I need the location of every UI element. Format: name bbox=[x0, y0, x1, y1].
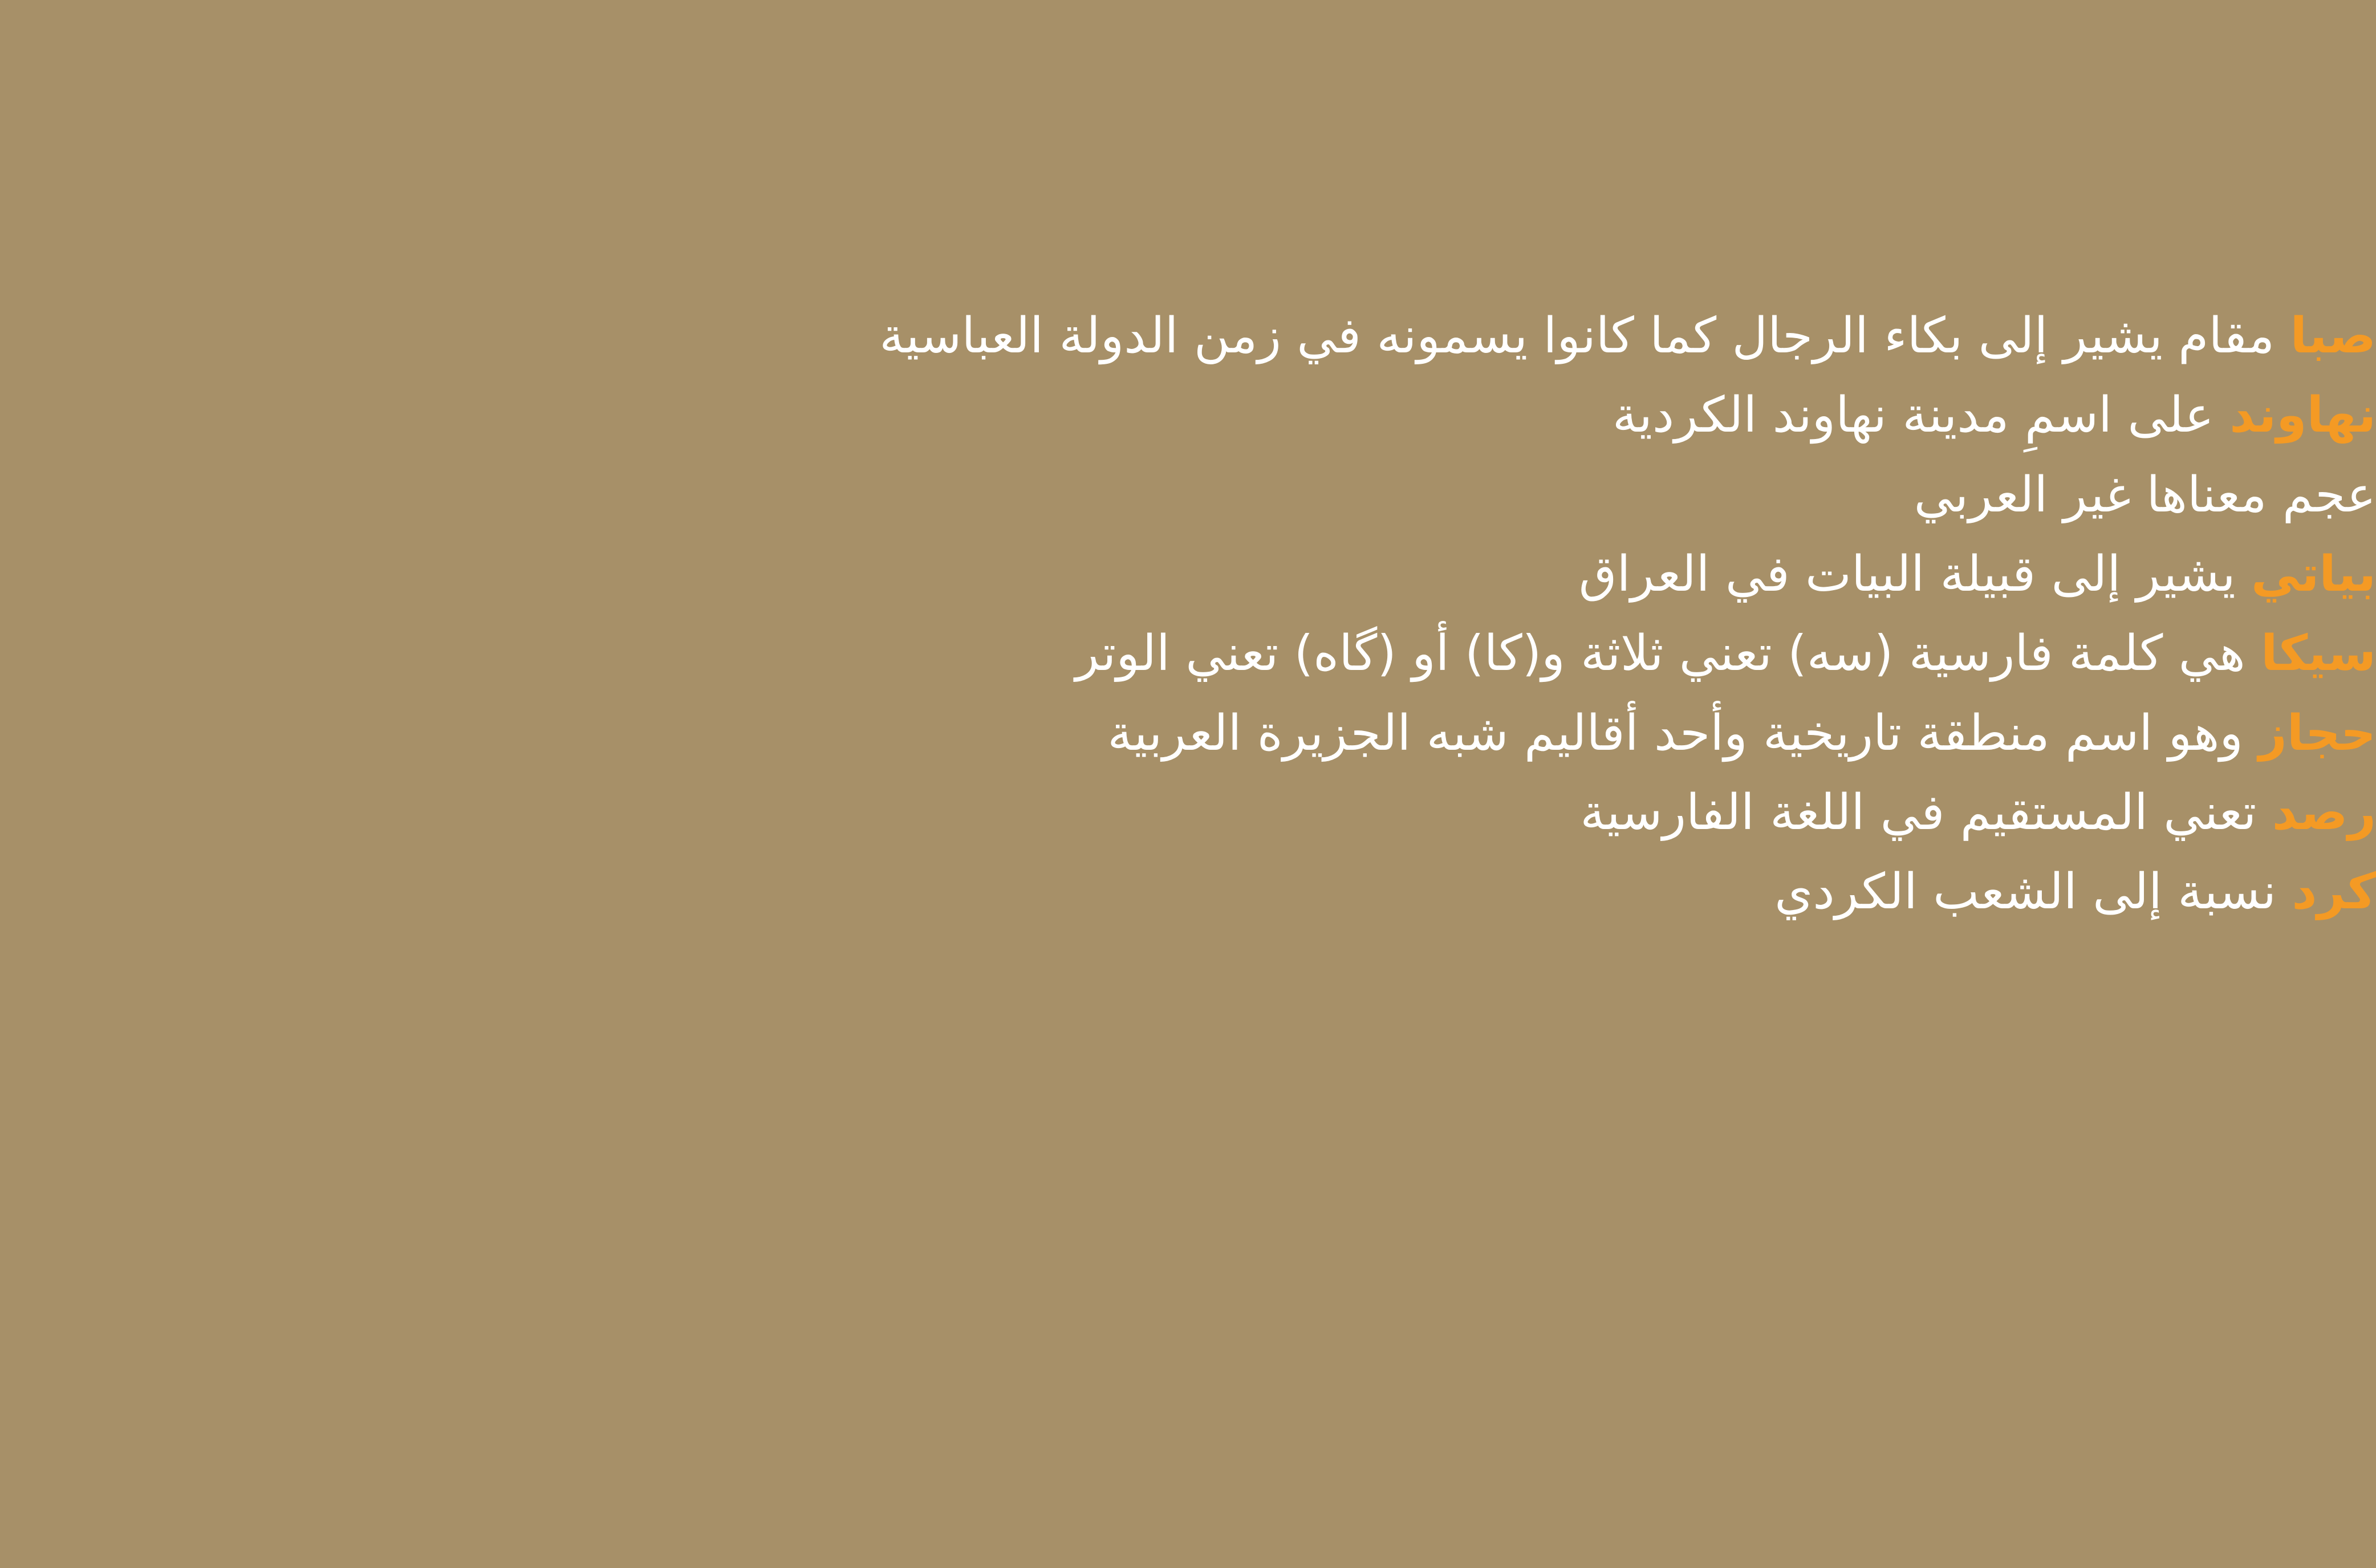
glossary-term: حجاز bbox=[2259, 704, 2376, 762]
glossary-term: بياتي bbox=[2251, 545, 2376, 603]
glossary-line bbox=[188, 852, 2376, 932]
glossary-definition: وهو اسم منطقة تاريخية وأحد أقاليم شبه الجزيرة العربية bbox=[1107, 704, 2243, 762]
glossary-definition: على اسمِ مدينة نهاوند الكردية bbox=[1612, 387, 2214, 444]
glossary-line bbox=[188, 694, 2376, 773]
glossary-line bbox=[188, 773, 2376, 852]
glossary-term: رصد bbox=[2272, 783, 2376, 841]
glossary-line bbox=[188, 296, 2376, 376]
glossary-definition: هي كلمة فارسية (سه) تعني ثلاثة و(كا) أو (گاه) تعني الوتر bbox=[1075, 625, 2245, 683]
glossary-line bbox=[188, 535, 2376, 614]
glossary-term: سيكا bbox=[2261, 625, 2376, 683]
glossary-definition: نسبة إلى الشعب الكردي bbox=[1774, 863, 2276, 921]
glossary-term: كرد bbox=[2292, 863, 2376, 921]
glossary-definition: مقام يشير إلى بكاء الرجال كما كانوا يسمونه في زمن الدولة العباسية bbox=[879, 307, 2275, 364]
glossary-definition: عجم معناها غير العربي bbox=[1914, 466, 2376, 523]
glossary-line bbox=[188, 614, 2376, 693]
glossary-term: نهاوند bbox=[2229, 387, 2376, 444]
glossary-term: صبا bbox=[2290, 307, 2376, 364]
glossary-definition: تعني المستقيم في اللغة الفارسية bbox=[1580, 783, 2257, 841]
glossary-line bbox=[188, 376, 2376, 455]
glossary-line bbox=[188, 456, 2376, 535]
glossary-definition: يشير إلى قبيلة البيات في العراق bbox=[1578, 545, 2236, 603]
